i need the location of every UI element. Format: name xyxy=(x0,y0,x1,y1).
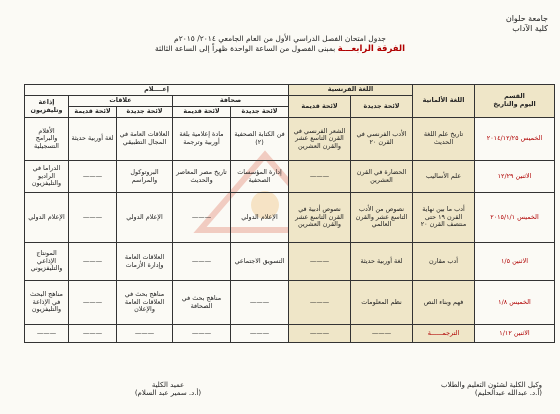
cell-pr-old: لغة أوربية حديثة xyxy=(69,118,117,161)
cell-radio: الإعلام الدولي xyxy=(25,193,69,243)
cell-radio: مناهج البحث في الإذاعة والتليفزيون xyxy=(25,281,69,325)
cell-french-old: ——— xyxy=(289,325,351,343)
cell-french-old: ——— xyxy=(289,243,351,281)
row-date: الاثنين ١/١٢ xyxy=(475,325,555,343)
dean-name: (أ.د. سمير عبد السلام) xyxy=(134,389,202,397)
header-line2-rest: بمبنى الفصول من الساعة الواحدة ظهراً إلى الساعة الثالثة xyxy=(154,44,336,53)
cell-pr-old: ——— xyxy=(69,161,117,193)
row-date: الخميس ١/٨ xyxy=(475,281,555,325)
french-new-header: لائحة جديدة xyxy=(351,96,413,118)
cell-pr-new: ——— xyxy=(117,325,173,343)
german-header: اللغة الألمانية xyxy=(413,85,475,118)
vice-dean-title: وكيل الكلية لشئون التعليم والطلاب xyxy=(440,381,542,389)
french-group-header: اللغة الفرنسية xyxy=(289,85,413,96)
pr-new-header: لائحة جديدة xyxy=(117,107,173,118)
header-line1: جدول امتحان الفصل الدراسي الأول من العام الجامعي ٢٠١٤/ ٢٠١٥م xyxy=(174,34,386,43)
cell-press-old: ——— xyxy=(173,193,231,243)
cell-press-old: ——— xyxy=(173,243,231,281)
table-row xyxy=(25,281,555,325)
press-new-header: لائحة جديدة xyxy=(231,107,289,118)
cell-german: أدب ما بين نهاية القرن ١٩ حتى منتصف القرن ٢٠ xyxy=(413,193,475,243)
cell-press-new: ——— xyxy=(231,325,289,343)
table-row xyxy=(25,193,555,243)
cell-pr-old: ——— xyxy=(69,193,117,243)
press-old-header: لائحة قديمة xyxy=(173,107,231,118)
cell-french-old: ——— xyxy=(289,281,351,325)
table-row xyxy=(25,325,555,343)
schedule-header xyxy=(120,34,440,54)
cell-press-new: إدارة المؤسسات الصحفية xyxy=(231,161,289,193)
cell-pr-new: الإعلام الدولي xyxy=(117,193,173,243)
cell-press-old: ——— xyxy=(173,325,231,343)
cell-pr-new: العلاقات العامة في المجال التطبيقي xyxy=(117,118,173,161)
table-row xyxy=(25,161,555,193)
cell-pr-old: ——— xyxy=(69,243,117,281)
dean-title: عميد الكلية xyxy=(151,381,185,389)
cell-pr-old: ——— xyxy=(69,281,117,325)
cell-french-new: الأدب الفرنسي في القرن ٢٠ xyxy=(351,118,413,161)
row-date: الخميس ٢٠١٤/١٢/٢٥ xyxy=(475,118,555,161)
cell-pr-new: مناهج بحث في العلاقات العامة والإعلان xyxy=(117,281,173,325)
cell-press-old: تاريخ مصر المعاصر والحديث xyxy=(173,161,231,193)
cell-french-old: الشعر الفرنسي في القرن التاسع عشر والقرن العشرين xyxy=(289,118,351,161)
cell-pr-old: ——— xyxy=(69,325,117,343)
vice-dean-signature xyxy=(382,381,542,397)
row-date: الاثنين ١٢/٢٩ xyxy=(475,161,555,193)
vice-dean-name: (أ.د. عبدالله عبدالحليم) xyxy=(474,389,542,397)
cell-french-new: الحضارة في القرن العشرين xyxy=(351,161,413,193)
pr-old-header: لائحة قديمة xyxy=(69,107,117,118)
cell-press-new: الإعلام الدولي xyxy=(231,193,289,243)
french-old-header: لائحة قديمة xyxy=(289,96,351,118)
cell-french-old: نصوص أدبية في القرن التاسع عشر والقرن العشرين xyxy=(289,193,351,243)
cell-german: أدب مقارن xyxy=(413,243,475,281)
cell-german: علم الأساليب xyxy=(413,161,475,193)
signature-area xyxy=(0,381,560,411)
cell-german: تاريخ علم اللغة الحديث xyxy=(413,118,475,161)
cell-radio: الدراما في الراديو والتليفزيون xyxy=(25,161,69,193)
cell-radio: المونتاج الإذاعي والتليفزيوني xyxy=(25,243,69,281)
level-label: الفرقة الرابعـــة xyxy=(337,44,405,54)
cell-press-old: مناهج بحث في الصحافة xyxy=(173,281,231,325)
university-name: جامعة حلوان xyxy=(505,14,548,23)
table-row xyxy=(25,243,555,281)
pr-header: علاقات xyxy=(69,96,173,107)
press-header: صحافة xyxy=(173,96,289,107)
cell-press-new: التسويق الاجتماعي xyxy=(231,243,289,281)
table-row xyxy=(25,118,555,161)
dean-signature xyxy=(108,381,228,397)
cell-french-old: ——— xyxy=(289,161,351,193)
cell-french-new: نظم المعلومات xyxy=(351,281,413,325)
cell-french-new: ——— xyxy=(351,325,413,343)
university-block xyxy=(506,14,548,34)
cell-german: فهم وبناء النص xyxy=(413,281,475,325)
header-line2 xyxy=(120,44,440,54)
cell-pr-new: العلاقات العامة وإدارة الأزمات xyxy=(117,243,173,281)
schedule-table xyxy=(24,84,555,343)
radio-header: إذاعة وتليفزيون xyxy=(25,96,69,118)
cell-press-new: ——— xyxy=(231,281,289,325)
cell-press-new: فن الكتابة الصحفية (٢) xyxy=(231,118,289,161)
cell-french-new: لغة أوربية حديثة xyxy=(351,243,413,281)
cell-radio: ——— xyxy=(25,325,69,343)
media-group-header: إعــــلام xyxy=(25,85,289,96)
row-date: الخميس ٢٠١٥/١/١ xyxy=(475,193,555,243)
cell-radio: الأفلام والبرامج التسجيلية xyxy=(25,118,69,161)
faculty-name: كلية الآداب xyxy=(512,24,548,33)
row-date: الاثنين ١/٥ xyxy=(475,243,555,281)
day-date-header: القسم اليوم والتاريخ xyxy=(475,85,555,118)
cell-press-old: مادة إعلامية بلغة أوربية وترجمة xyxy=(173,118,231,161)
cell-french-new: نصوص من الأدب التاسع عشر والقرن العالمي xyxy=(351,193,413,243)
cell-german: الترجمــــــة xyxy=(413,325,475,343)
cell-pr-new: البروتوكول والمراسم xyxy=(117,161,173,193)
